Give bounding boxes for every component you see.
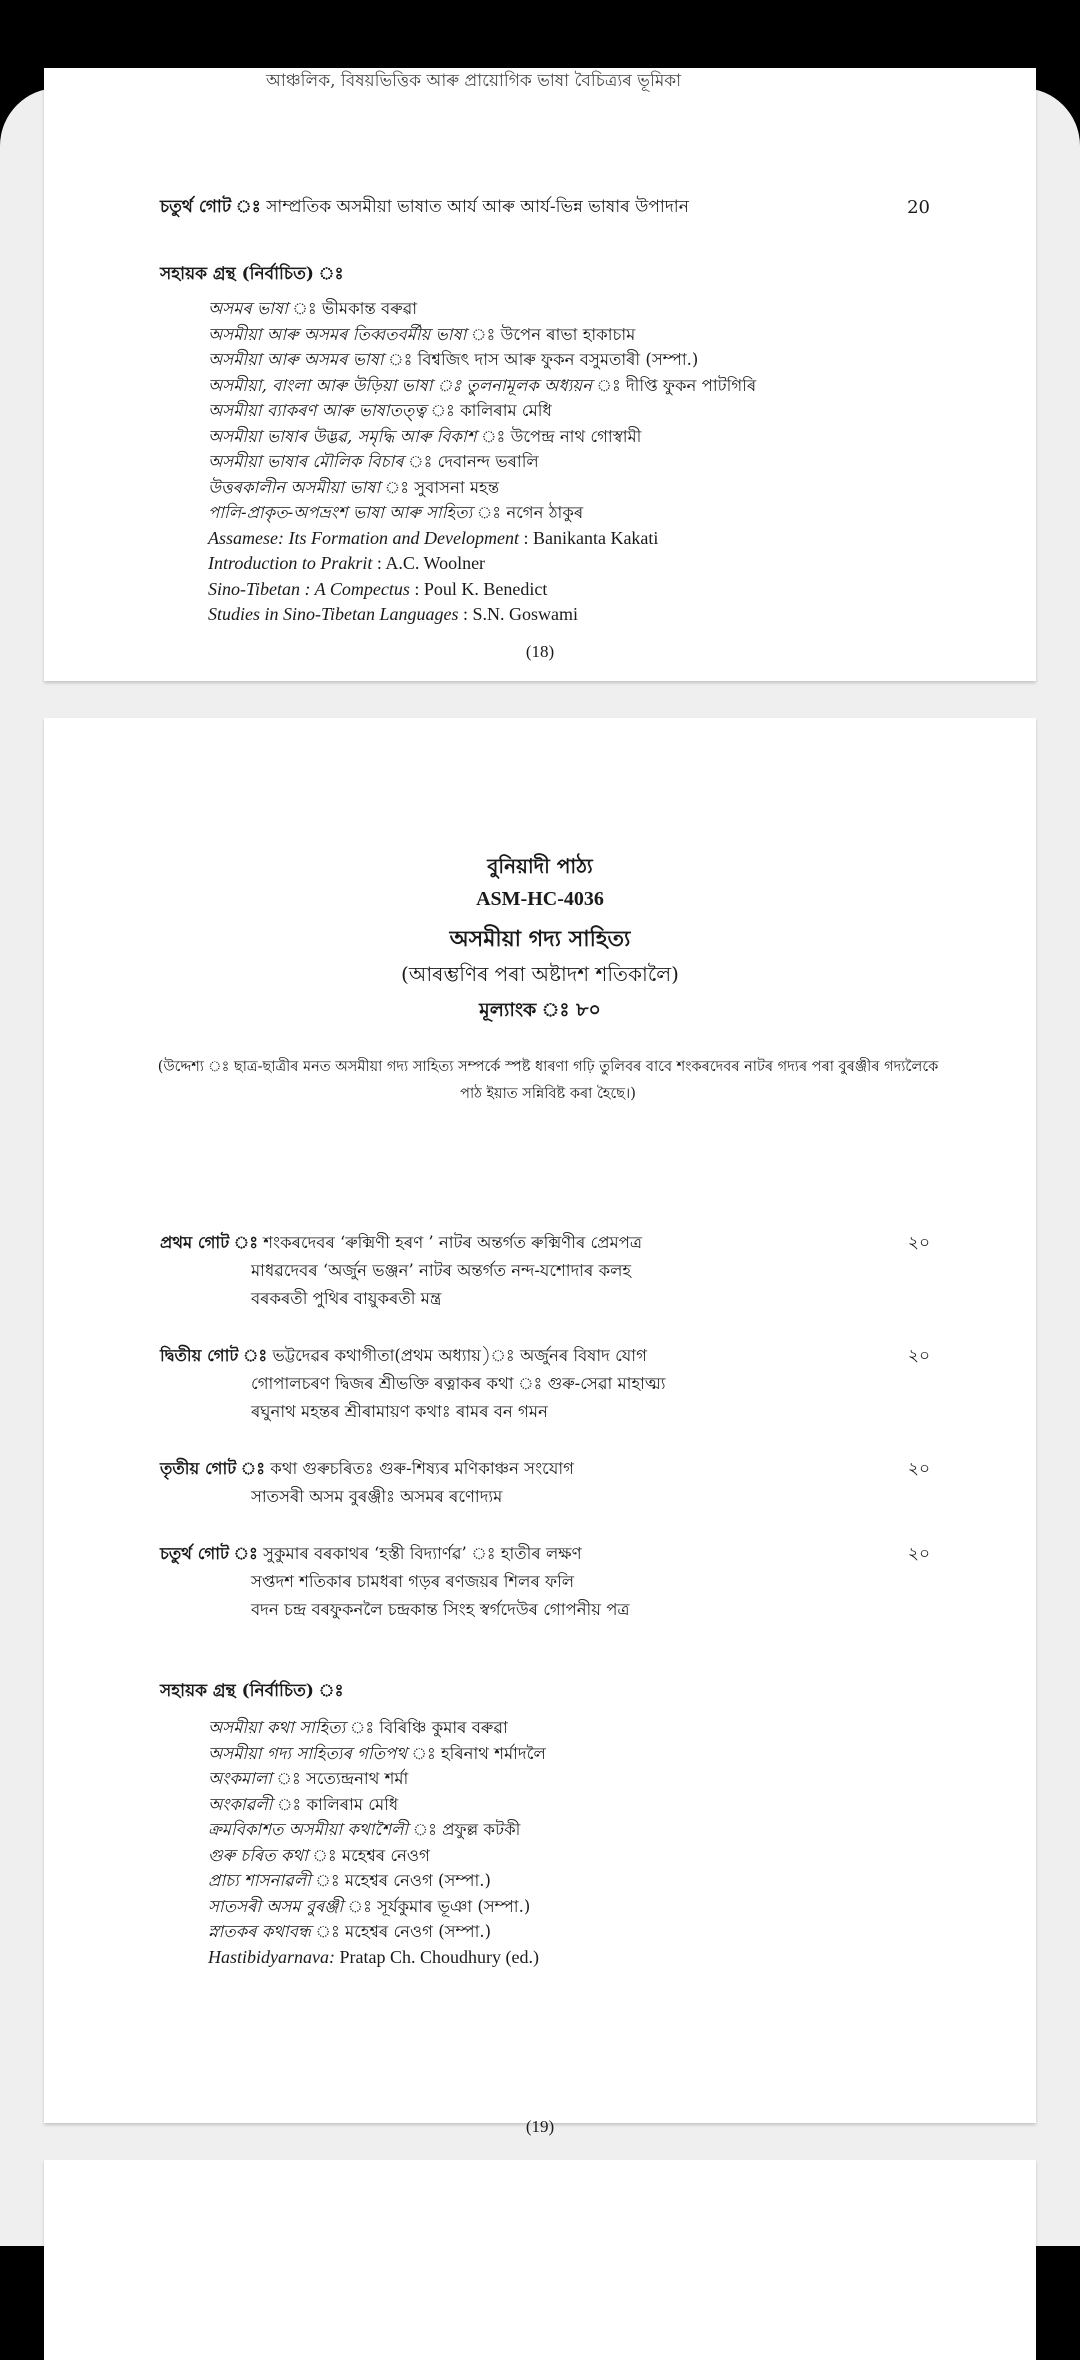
unit-topic: কথা গুৰুচৰিতঃ গুৰু-শিষ্যৰ মণিকাঞ্চন সংযোগ bbox=[270, 1459, 574, 1478]
reference-author: ভীমকান্ত বৰুৱা bbox=[321, 299, 418, 318]
unit-marks: 20 bbox=[907, 197, 930, 218]
unit-topic: সুকুমাৰ বৰকাথৰ ‘হস্তী বিদ্যাৰ্ণৱ’ ঃ হাতীৰ লক্ষণ bbox=[263, 1544, 582, 1563]
unit-label: চতুৰ্থ গোট ঃ bbox=[160, 197, 261, 217]
reference-separator: ঃ bbox=[383, 350, 418, 369]
reference-separator: ঃ bbox=[426, 401, 461, 420]
reference-item bbox=[208, 373, 756, 399]
total-marks: মূল্যাংক ঃ ৮০ bbox=[479, 999, 601, 1021]
unit-block bbox=[160, 1455, 930, 1511]
reference-item bbox=[208, 322, 756, 348]
reference-title: অসমীয়া, বাংলা আৰু উড়িয়া ভাষা ঃ তুলনামূলক অধ্যয়ন bbox=[208, 375, 592, 395]
reference-title: Introduction to Prakrit bbox=[208, 553, 373, 573]
reference-title: সাতসৰী অসম বুৰঞ্জী bbox=[208, 1896, 344, 1916]
reference-separator: ঃ bbox=[466, 324, 501, 344]
reference-separator: ঃ bbox=[591, 375, 627, 395]
reference-separator: : bbox=[372, 553, 386, 573]
reference-title: পালি-প্ৰাকৃত-অপভ্ৰংশ ভাষা আৰু সাহিত্য bbox=[208, 503, 473, 522]
reference-author: বিশ্বজিৎ দাস আৰু ফুকন বসুমতাৰী (সম্পা.) bbox=[417, 350, 699, 369]
course-code: ASM-HC-4036 bbox=[476, 888, 604, 910]
document-viewer[interactable] bbox=[0, 71, 1080, 2246]
reference-author: মহেশ্বৰ নেওগ bbox=[341, 1845, 430, 1865]
reference-title: স্নাতকৰ কথাবন্ধ bbox=[208, 1922, 311, 1941]
reference-list bbox=[208, 296, 756, 628]
reference-title: অসমীয়া ভাষাৰ উদ্ভৱ, সমৃদ্ধি আৰু বিকাশ bbox=[208, 426, 477, 446]
reference-list bbox=[208, 1715, 546, 1970]
unit-marks: ২০ bbox=[907, 1544, 930, 1564]
reference-separator: ঃ bbox=[307, 1845, 342, 1865]
unit-topic: সাতসৰী অসম বুৰঞ্জীঃ অসমৰ ৰণোদ্যম bbox=[251, 1487, 503, 1506]
reference-author: সত্যেন্দ্ৰনাথ শৰ্মা bbox=[306, 1769, 409, 1788]
reference-author: বিৰিঞ্চি কুমাৰ বৰুৱা bbox=[379, 1718, 508, 1737]
reference-separator: ঃ bbox=[310, 1871, 345, 1890]
reference-title: অসমীয়া আৰু অসমৰ তিব্বতবৰ্মীয় ভাষা bbox=[208, 324, 467, 344]
reference-title: অসমীয়া ভাষাৰ মৌলিক বিচাৰ bbox=[208, 452, 404, 471]
unit-line bbox=[160, 1596, 930, 1624]
reference-separator: : bbox=[458, 604, 473, 624]
reference-item bbox=[208, 1894, 546, 1920]
reference-author: S.N. Goswami bbox=[472, 604, 579, 624]
reference-author: হৰিনাথ শৰ্মাদলৈ bbox=[440, 1743, 546, 1763]
reference-item bbox=[208, 1817, 546, 1843]
reference-author: নগেন ঠাকুৰ bbox=[506, 503, 584, 522]
reference-author: উপেন্দ্ৰ নাথ গোস্বামী bbox=[510, 426, 642, 446]
pdf-page-20 bbox=[44, 2160, 1036, 2360]
reference-item bbox=[208, 398, 756, 424]
unit-line bbox=[160, 1455, 930, 1483]
unit-line bbox=[160, 1285, 930, 1313]
references-heading: সহায়ক গ্ৰন্থ (নিৰ্বাচিত) ঃ bbox=[160, 264, 344, 284]
reference-author: Banikanta Kakati bbox=[532, 527, 659, 548]
reference-item bbox=[208, 296, 756, 322]
reference-title: Hastibidyarnava: bbox=[208, 1946, 335, 1967]
reference-title: অসমৰ ভাষা bbox=[208, 299, 288, 318]
reference-title: অসমীয়া গদ্য সাহিত্যৰ গতিপথ bbox=[208, 1743, 407, 1763]
reference-item bbox=[208, 577, 756, 603]
unit-line bbox=[160, 1398, 930, 1426]
unit-line bbox=[160, 1229, 930, 1257]
reference-item bbox=[208, 551, 756, 577]
unit-text: সাম্প্ৰতিক অসমীয়া ভাষাত আৰ্য আৰু আৰ্য-ভিন্ন ভাষাৰ উপাদান bbox=[266, 197, 689, 217]
reference-separator: ঃ bbox=[476, 426, 511, 446]
reference-title: অংকাৱলী bbox=[208, 1794, 273, 1814]
unit-line bbox=[160, 1257, 930, 1285]
reference-title: প্ৰাচ্য শাসনাৱলী bbox=[208, 1871, 311, 1890]
reference-title: ক্ৰমবিকাশত অসমীয়া কথাশৈলী bbox=[208, 1820, 409, 1839]
unit-topic: গোপালচৰণ দ্বিজৰ শ্ৰীভক্তি ৰত্নাকৰ কথা ঃ গুৰু-সেৱা মাহাত্ম্য bbox=[251, 1374, 666, 1393]
unit-marks: ২০ bbox=[907, 1346, 930, 1366]
reference-separator: ঃ bbox=[271, 1769, 307, 1788]
reference-separator: ঃ bbox=[406, 1743, 441, 1763]
course-title: অসমীয়া গদ্য সাহিত্য bbox=[449, 926, 631, 952]
reference-item bbox=[208, 449, 756, 475]
unit-line bbox=[160, 1370, 930, 1398]
reference-title: গুৰু চৰিত কথা bbox=[208, 1845, 308, 1865]
unit-topic: মাধৱদেবৰ ‘অৰ্জুন ভঞ্জন’ নাটৰ অন্তৰ্গত নন্দ-যশোদাৰ কলহ bbox=[251, 1261, 632, 1280]
unit-topic: শংকৰদেবৰ ‘ৰুক্মিণী হৰণ ’ নাটৰ অন্তৰ্গত ৰুক্মিণীৰ প্ৰেমপত্ৰ bbox=[263, 1233, 642, 1252]
reference-item bbox=[208, 1945, 546, 1971]
reference-item bbox=[208, 602, 756, 628]
unit-topic: বদন চন্দ্ৰ বৰফুকনলৈ চন্দ্ৰকান্ত সিংহ স্বৰ্গদেউৰ গোপনীয় পত্ৰ bbox=[251, 1600, 630, 1619]
reference-item bbox=[208, 347, 756, 373]
unit-line bbox=[160, 1483, 930, 1511]
unit-block bbox=[160, 1342, 930, 1426]
unit-topic: ৰঘুনাথ মহন্তৰ শ্ৰীৰামায়ণ কথাঃ ৰামৰ বন গমন bbox=[251, 1402, 548, 1421]
reference-author: কালিৰাম মেধি bbox=[460, 401, 552, 420]
references-heading: সহায়ক গ্ৰন্থ (নিৰ্বাচিত) ঃ bbox=[160, 1681, 344, 1701]
page-number: (18) bbox=[525, 642, 555, 661]
reference-separator: ঃ bbox=[408, 1820, 443, 1839]
reference-item bbox=[208, 1741, 546, 1767]
reference-separator: : bbox=[518, 527, 533, 548]
unit-label: প্ৰথম গোট ঃ bbox=[160, 1233, 259, 1252]
reference-title: Studies in Sino-Tibetan Languages bbox=[208, 604, 459, 624]
reference-author: দীপ্তি ফুকন পাটগিৰি bbox=[626, 375, 757, 395]
reference-separator: ঃ bbox=[287, 299, 322, 318]
unit-block bbox=[160, 1540, 930, 1624]
reference-author: A.C. Woolner bbox=[385, 553, 486, 573]
reference-separator: ঃ bbox=[343, 1896, 378, 1916]
unit-line bbox=[160, 1342, 930, 1370]
reference-item bbox=[208, 1766, 546, 1792]
unit-line bbox=[160, 1568, 930, 1596]
unit-topic: সপ্তদশ শতিকাৰ চামধৰা গড়ৰ ৰণজয়ৰ শিলৰ ফলি bbox=[251, 1572, 575, 1591]
reference-author: সুবাসনা মহন্ত bbox=[414, 477, 500, 497]
course-objective: (উদ্দেশ্য ঃ ছাত্ৰ-ছাত্ৰীৰ মনত অসমীয়া গদ্য সাহিত্য সম্পৰ্কে স্পষ্ট ধাৰণা গঢ়ি তুলিবৰ বাবে শংকৰদেবৰ নাটৰ গদ্যৰ পৰা বুৰঞ্জীৰ গদ্যলৈকে পাঠ ইয়াত সন্নিবিষ্ট কৰা হৈছে।) bbox=[157, 1059, 939, 1102]
reference-item bbox=[208, 526, 756, 552]
reference-item bbox=[208, 424, 756, 450]
unit-topic: বৰকৰতী পুথিৰ বায়ুকৰতী মন্ত্ৰ bbox=[251, 1289, 442, 1308]
reference-author: Pratap Ch. Choudhury (ed.) bbox=[339, 1946, 539, 1967]
reference-author: Poul K. Benedict bbox=[423, 578, 548, 599]
reference-author: দেবানন্দ ভৰালি bbox=[437, 452, 539, 471]
reference-item bbox=[208, 500, 756, 526]
pdf-page-18 bbox=[44, 68, 1036, 681]
reference-separator: : bbox=[409, 578, 424, 599]
reference-title: অসমীয়া আৰু অসমৰ ভাষা bbox=[208, 350, 384, 369]
course-heading: বুনিয়াদী পাঠ্য bbox=[487, 854, 593, 878]
reference-item bbox=[208, 1843, 546, 1869]
reference-title: উত্তৰকালীন অসমীয়া ভাষা bbox=[208, 477, 381, 497]
reference-separator: ঃ bbox=[345, 1718, 380, 1737]
reference-author: উপেন ৰাভা হাকাচাম bbox=[500, 324, 636, 344]
unit-label: দ্বিতীয় গোট ঃ bbox=[160, 1346, 268, 1365]
page-number: (19) bbox=[525, 2117, 555, 2136]
reference-separator: ঃ bbox=[403, 452, 438, 471]
reference-item bbox=[208, 1715, 546, 1741]
unit-label: চতুৰ্থ গোট ঃ bbox=[160, 1544, 258, 1563]
reference-separator: ঃ bbox=[272, 1794, 307, 1814]
reference-author: মহেশ্বৰ নেওগ (সম্পা.) bbox=[345, 1922, 492, 1941]
course-subtitle: (আৰম্ভণিৰ পৰা অষ্টাদশ শতিকালৈ) bbox=[401, 962, 679, 986]
reference-separator: ঃ bbox=[380, 477, 415, 497]
cut-off-line: আঞ্চলিক, বিষয়ভিত্তিক আৰু প্ৰায়োগিক ভাষা বৈচিত্ৰ্যৰ ভূমিকা bbox=[266, 71, 682, 91]
reference-item bbox=[208, 1792, 546, 1818]
reference-item bbox=[208, 1868, 546, 1894]
reference-separator: ঃ bbox=[310, 1922, 346, 1941]
unit-topic: ভট্টদেৱৰ কথাগীতা(প্ৰথম অধ্যায়)ঃ অৰ্জুনৰ বিষাদ যোগ bbox=[272, 1346, 647, 1365]
unit-block bbox=[160, 1229, 930, 1313]
unit-label: তৃতীয় গোট ঃ bbox=[160, 1459, 266, 1478]
reference-author: সূৰ্যকুমাৰ ভূঞা (সম্পা.) bbox=[377, 1896, 531, 1916]
reference-title: অসমীয়া ব্যাকৰণ আৰু ভাষাতত্ত্ব bbox=[208, 401, 427, 420]
reference-title: Assamese: Its Formation and Development bbox=[208, 527, 519, 548]
unit-line bbox=[160, 1540, 930, 1568]
reference-author: মহেশ্বৰ নেওগ (সম্পা.) bbox=[344, 1871, 491, 1890]
reference-separator: ঃ bbox=[472, 503, 507, 522]
pdf-page-19 bbox=[44, 718, 1036, 2136]
reference-title: অংকমালা bbox=[208, 1769, 272, 1788]
reference-item bbox=[208, 1919, 546, 1945]
reference-title: Sino-Tibetan : A Compectus bbox=[208, 578, 410, 599]
unit-marks: ২০ bbox=[907, 1233, 930, 1253]
reference-title: অসমীয়া কথা সাহিত্য bbox=[208, 1718, 346, 1737]
unit-marks: ২০ bbox=[907, 1459, 930, 1479]
reference-author: প্ৰফুল্ল কটকী bbox=[442, 1820, 521, 1839]
reference-item bbox=[208, 475, 756, 501]
unit-4-row bbox=[160, 195, 930, 220]
reference-author: কালিৰাম মেধি bbox=[306, 1794, 399, 1814]
